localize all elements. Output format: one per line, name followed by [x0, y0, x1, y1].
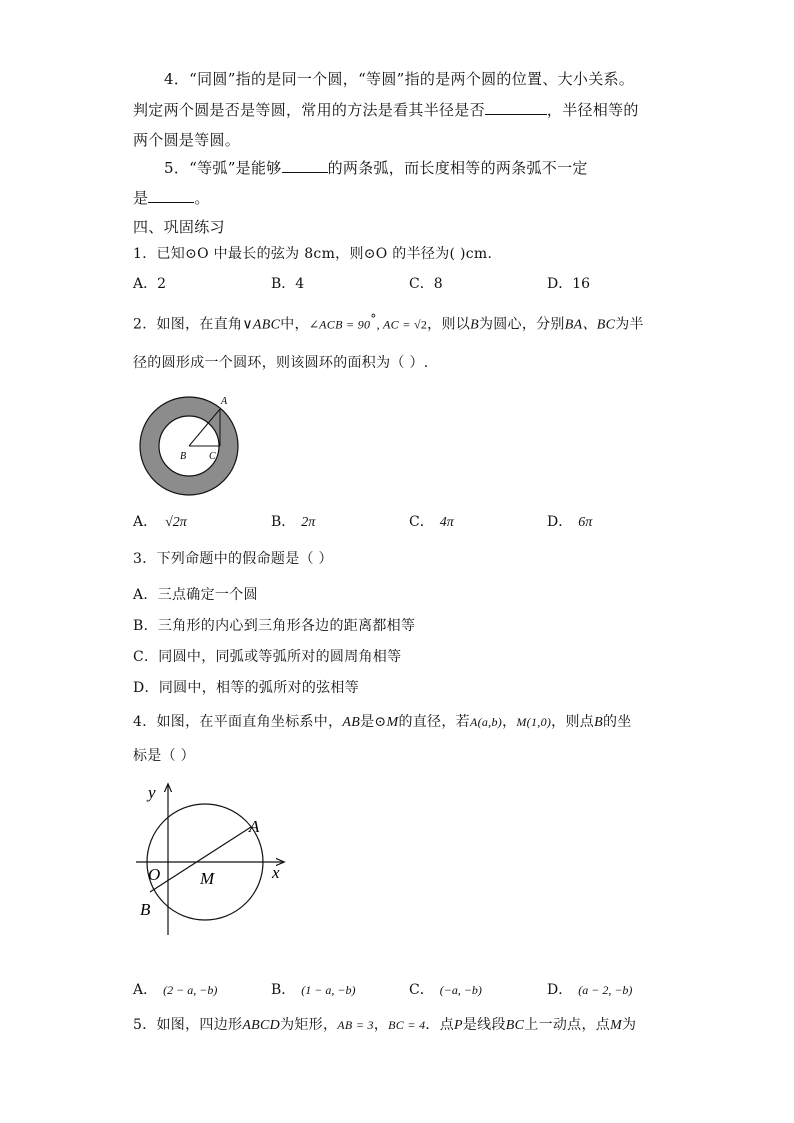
option-value: √2π — [165, 515, 187, 530]
q5-p: P — [454, 1018, 463, 1033]
option-letter: C． — [409, 514, 434, 530]
option-letter: A． — [133, 982, 158, 998]
option-value: 4π — [439, 515, 454, 530]
review-item5-text2b: 。 — [194, 189, 210, 207]
q5-m: M — [610, 1018, 623, 1033]
q1-option-d[interactable]: D．16 — [547, 276, 591, 292]
q2-option-c[interactable] — [409, 513, 454, 532]
option-letter: D． — [547, 982, 573, 998]
q5-text-e: 上一动点，点 — [524, 1017, 611, 1033]
q4-option-c[interactable] — [409, 981, 482, 999]
q2-text-b: 中， — [280, 316, 309, 333]
q5-abcd: ABCD — [242, 1018, 281, 1033]
option-value: (−a, −b) — [439, 983, 482, 997]
q4-text-e: 的坐 — [602, 714, 632, 730]
label-b: B — [140, 900, 151, 919]
q2-sqrt2: √2 — [413, 317, 428, 332]
option-letter: C． — [409, 982, 434, 998]
q4-text-a: 4．如图，在平面直角坐标系中， — [133, 714, 343, 730]
section-title: 四、巩固练习 — [133, 218, 225, 236]
option-value: 6π — [578, 515, 593, 530]
review-item5-text1a: 5．“等弧”是能够 — [164, 159, 282, 177]
review-item4-text2b: ，半径相等的 — [546, 101, 639, 119]
q4-text-d: ，则点 — [551, 714, 595, 730]
q2-annulus-figure — [130, 390, 250, 505]
q2-triangle: ∨ABC — [242, 317, 281, 333]
q5-stem-line1 — [133, 1015, 636, 1036]
label-x: x — [272, 863, 280, 882]
q4-option-b[interactable] — [271, 981, 355, 999]
q5-text-c: ．点 — [425, 1017, 454, 1033]
q3-option-d[interactable]: D．同圆中，相等的弧所对的弦相等 — [133, 680, 360, 696]
label-a: A — [221, 396, 228, 407]
option-letter: A． — [133, 514, 158, 530]
q4-sep: ， — [502, 714, 517, 730]
q2-text-c: ，则以 — [427, 316, 471, 333]
answer-blank[interactable] — [485, 100, 547, 115]
review-item5-text2a: 是 — [133, 189, 149, 207]
q2-option-d[interactable] — [547, 513, 592, 532]
answer-blank[interactable] — [282, 158, 328, 173]
q2-text-e: 为半 — [615, 316, 644, 333]
q5-text-f: 为 — [622, 1017, 637, 1033]
q4-b: B — [594, 715, 603, 730]
q4-point-a: A(a,b) — [469, 715, 503, 729]
q4-option-a[interactable] — [133, 981, 217, 999]
option-value: 2π — [301, 515, 316, 530]
q5-bc: BC — [505, 1018, 525, 1033]
q2-text-d: 为圆心，分别 — [478, 316, 565, 333]
q2-degree: ° — [370, 312, 377, 326]
q4-stem-line2: 标是（ ） — [133, 748, 195, 764]
q2-stem-line2: 径的圆形成一个圆环，则该圆环的面积为（ ）. — [133, 355, 429, 371]
label-c: C — [209, 451, 216, 462]
answer-blank[interactable] — [148, 188, 194, 203]
label-a: A — [249, 817, 260, 836]
option-value: (2 − a, −b) — [163, 983, 218, 997]
q5-bc4: BC = 4 — [388, 1018, 426, 1032]
review-item4-text2a: 判定两个圆是否是等圆，常用的方法是看其半径是否 — [133, 101, 485, 119]
q2-option-a[interactable] — [133, 513, 187, 532]
option-letter: B． — [271, 982, 296, 998]
q1-stem: 1．已知⊙O 中最长的弦为 8cm，则⊙O 的半径为( )cm. — [133, 246, 493, 262]
q5-text-b: 为矩形， — [280, 1017, 338, 1033]
review-item4-line2 — [133, 100, 639, 120]
q2-stem-line1 — [133, 309, 644, 336]
option-letter: D． — [547, 514, 573, 530]
review-item4-line1 — [164, 69, 634, 89]
label-b: B — [180, 451, 187, 462]
review-item5-line2 — [133, 188, 210, 208]
q3-stem: 3．下列命题中的假命题是（ ） — [133, 551, 333, 567]
review-item5-text1b: 的两条弧，而长度相等的两条弧不一定 — [327, 159, 588, 177]
q4-option-d[interactable] — [547, 981, 632, 999]
q5-ab3: AB = 3 — [337, 1018, 374, 1032]
q4-stem-line1 — [133, 712, 632, 733]
label-o: O — [148, 865, 161, 884]
q4-ab: AB — [342, 715, 361, 730]
review-item4-line3 — [133, 130, 240, 150]
option-value: (a − 2, −b) — [578, 983, 633, 997]
q5-text-a: 5．如图，四边形 — [133, 1017, 243, 1033]
label-m: M — [200, 869, 215, 888]
review-item4-text1: 4．“同圆”指的是同一个圆，“等圆”指的是两个圆的位置、大小关系。 — [164, 70, 635, 88]
q1-option-c[interactable]: C．8 — [409, 276, 443, 292]
review-item5-line1 — [164, 158, 588, 178]
q3-option-b[interactable]: B．三角形的内心到三角形各边的距离都相等 — [133, 618, 416, 634]
q2-option-b[interactable] — [271, 513, 315, 532]
label-y: y — [148, 783, 156, 802]
q2-text-a: 2．如图，在直角 — [133, 316, 243, 333]
q1-option-b[interactable]: B．4 — [271, 276, 305, 292]
q2-center-b: B — [470, 317, 479, 333]
q2-angle: ∠ACB = 90 — [308, 317, 371, 332]
q4-m: M — [386, 715, 399, 730]
q4-coordinate-figure — [128, 780, 298, 940]
review-item4-text3: 两个圆是等圆。 — [133, 131, 241, 149]
option-value: (1 − a, −b) — [301, 983, 356, 997]
q2-radii: BA、BC — [564, 317, 616, 333]
q4-text-c: 的直径，若 — [398, 714, 470, 730]
q4-text-b: 是⊙ — [360, 714, 387, 730]
option-letter: B． — [271, 514, 296, 530]
q5-text-d: 是线段 — [462, 1017, 506, 1033]
q4-point-m: M(1,0) — [516, 715, 552, 729]
q1-option-a[interactable]: A．2 — [133, 276, 167, 292]
q3-option-c[interactable]: C．同圆中，同弧或等弧所对的圆周角相等 — [133, 649, 402, 665]
q3-option-a[interactable]: A．三点确定一个圆 — [133, 587, 258, 603]
q2-ac: , AC = — [376, 317, 414, 332]
q5-sep: ， — [373, 1017, 389, 1033]
